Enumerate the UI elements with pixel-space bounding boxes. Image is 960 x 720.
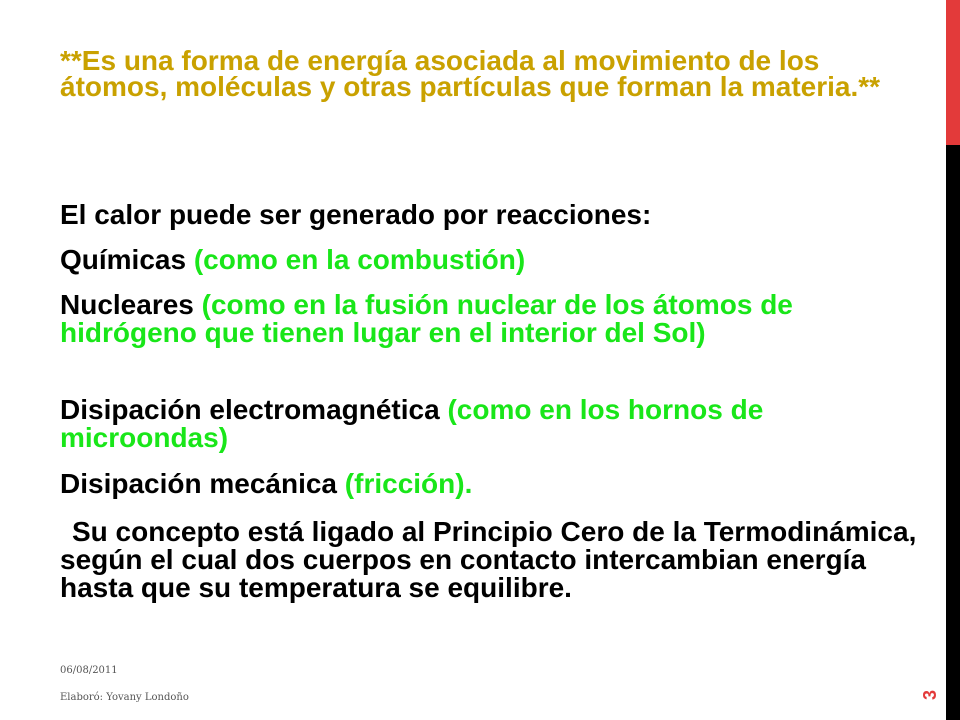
item-term: Nucleares [60,289,194,320]
accent-bar-black [946,145,960,720]
item-quimicas [60,244,525,276]
item-term: Disipación mecánica [60,468,338,499]
item-note: (como en los hornos de microondas) [60,394,764,453]
item-nucleares [60,291,920,347]
heading-generation: El calor puede ser generado por reacciones: [60,199,652,230]
footer-author: Elaboró: Yovany Londoño [60,692,189,703]
page-number: 3 [920,690,940,701]
item-note: (como en la combustión) [186,244,526,275]
intro-definition: **Es una forma de energía asociada al movimiento de los átomos, moléculas y otras partículas que forman la materia.** [60,45,881,102]
item-term: Disipación electromagnética [60,394,440,425]
item-term: Químicas [60,244,187,275]
concept-paragraph: Su concepto está ligado al Principio Cero de la Termodinámica, según el cual dos cuerpos en contacto intercambian energía hasta que su temperatura se equilibre. [60,516,917,603]
item-note: (como en la fusión nuclear de los átomos de hidrógeno que tienen lugar en el interior del Sol) [60,289,793,348]
item-electromagnetica [60,396,920,452]
item-mecanica [60,468,472,500]
accent-bar-red [946,0,960,145]
item-note: (fricción). [337,468,473,499]
footer-date: 06/08/2011 [60,665,118,676]
